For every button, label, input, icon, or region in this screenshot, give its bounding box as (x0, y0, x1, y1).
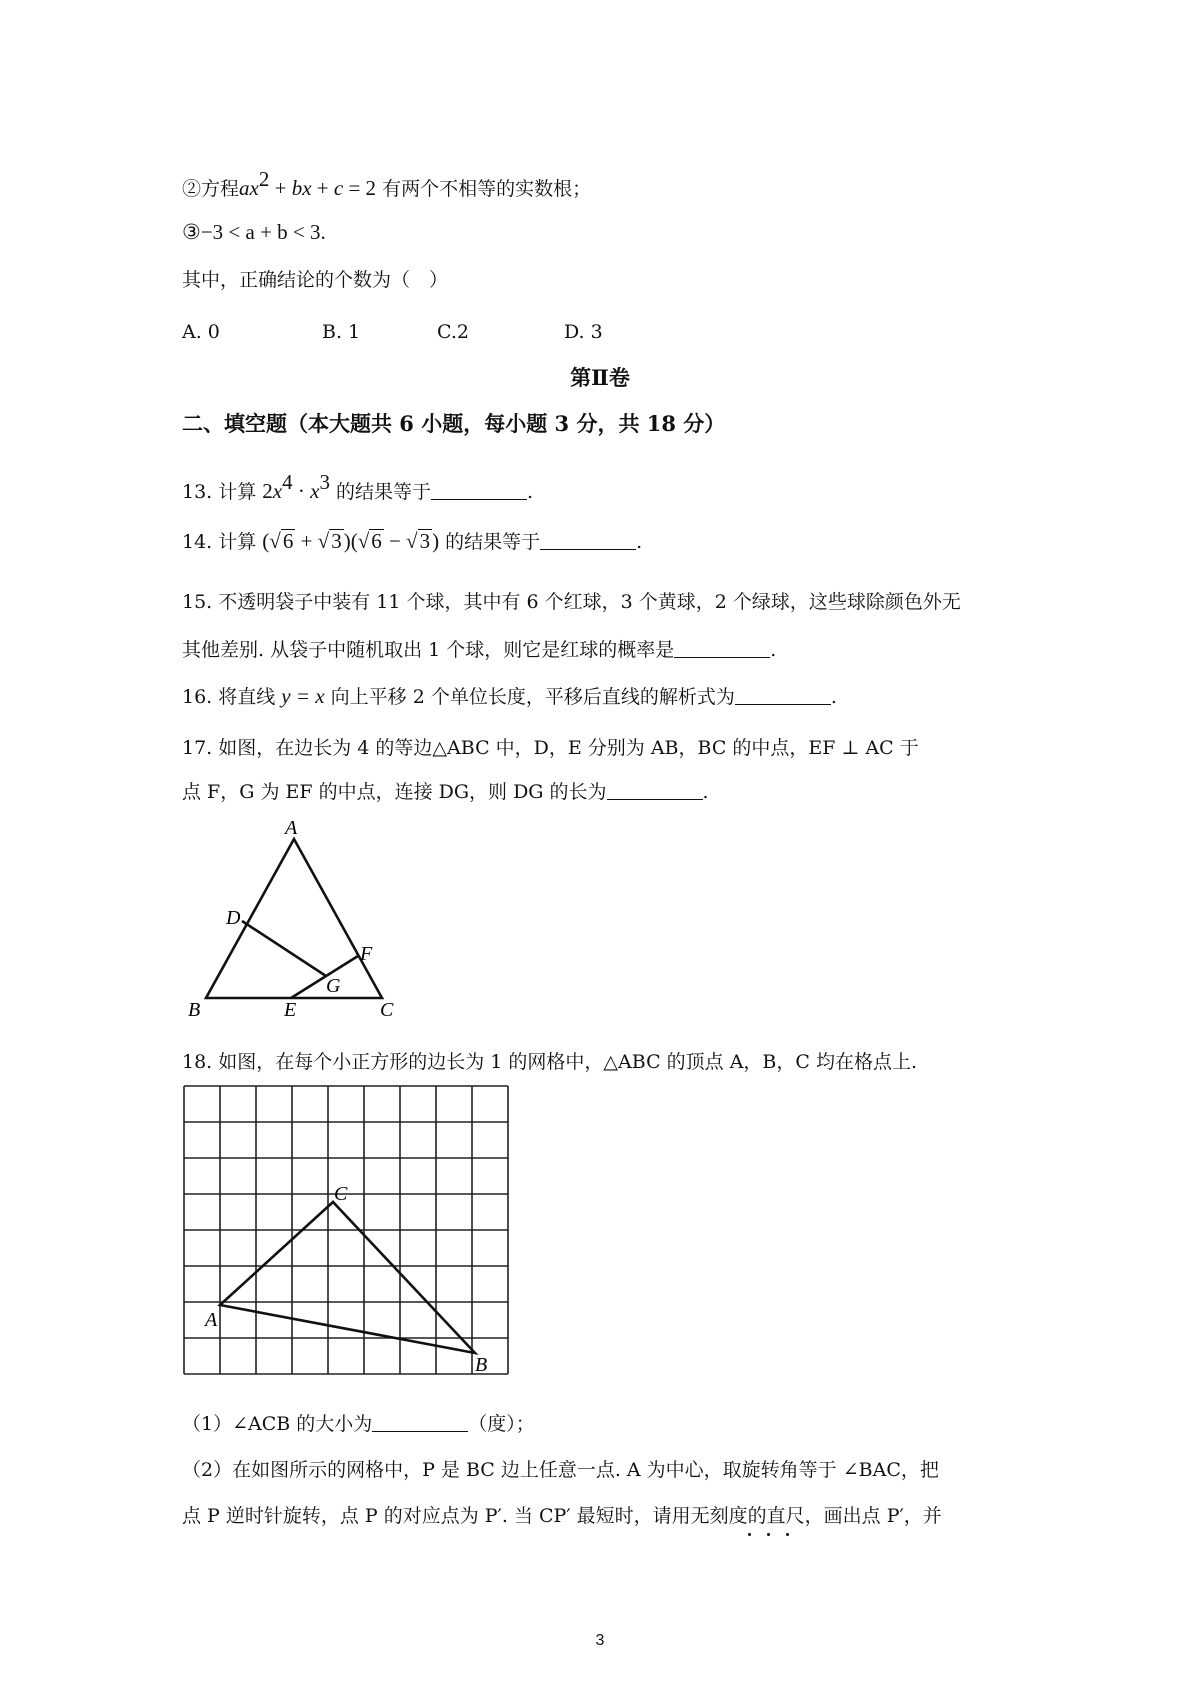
question-17-line1: 17. 如图，在边长为 4 的等边△ABC 中，D，E 分别为 AB，BC 的中点，EF ⊥ AC 于 (182, 737, 919, 759)
q15-line2-text: 其他差别. 从袋子中随机取出 1 个球，则它是红球的概率是 (182, 639, 675, 661)
q17-line2-text: 点 F，G 为 EF 的中点，连接 DG，则 DG 的长为 (182, 781, 607, 803)
label-b: B (188, 999, 201, 1020)
grid-label-c: C (334, 1183, 348, 1205)
statement-2-prefix: ②方程 (182, 178, 240, 200)
triangle-figure (180, 820, 400, 1020)
question-18-part2-line1: （2）在如图所示的网格中，P 是 BC 边上任意一点. A 为中心，取旋转角等于 ∠BAC，把 (182, 1459, 939, 1481)
label-c: C (380, 999, 394, 1020)
statement-3: ③−3 < a + b < 3. (182, 220, 326, 244)
question-15-line1: 15. 不透明袋子中装有 11 个球，其中有 6 个红球，3 个黄球，2 个绿球，这些球除颜色外无 (182, 591, 961, 613)
segment-dg (242, 921, 326, 976)
section-title: 二、填空题（本大题共 6 小题，每小题 3 分，共 18 分） (182, 411, 726, 436)
q18-1-suffix: （度）； (468, 1413, 535, 1435)
question-14: 14. 计算 (√6 + √3)(√6 − √3) 的结果等于 . (182, 529, 643, 553)
segment-ef (291, 956, 358, 998)
question-18-part1 (182, 1410, 535, 1438)
question-15-line2: 其他差别. 从袋子中随机取出 1 个球，则它是红球的概率是 . (182, 639, 777, 661)
q16-eq: y = x (281, 684, 325, 708)
page-number: 3 (595, 1632, 605, 1649)
answer-blank[interactable] (540, 529, 636, 550)
q14-suffix: 的结果等于 (439, 531, 541, 553)
grid-figure (180, 1082, 540, 1402)
q13-suffix: 的结果等于 (329, 481, 431, 503)
question-18-line1: 18. 如图，在每个小正方形的边长为 1 的网格中，△ABC 的顶点 A，B，C 均在格点上. (182, 1051, 917, 1073)
choice-d: D. 3 (564, 321, 603, 343)
choice-a: A. 0 (182, 321, 220, 343)
q16-suffix: 向上平移 2 个单位长度，平移后直线的解析式为 (324, 686, 735, 708)
statement-2-eq: = 2 (348, 176, 377, 200)
question-text: 其中，正确结论的个数为（ ） (182, 269, 449, 291)
emphasis-dot (748, 1533, 751, 1536)
choices (182, 318, 782, 346)
statement-2-suffix: 有两个不相等的实数根； (376, 178, 592, 200)
question-17-line2: 点 F，G 为 EF 的中点，连接 DG，则 DG 的长为 . (182, 781, 709, 803)
grid-label-a: A (205, 1309, 218, 1331)
answer-blank[interactable] (674, 637, 770, 658)
label-e: E (284, 999, 297, 1020)
label-d: D (226, 907, 241, 929)
statement-2: ②方程$ax^2$ + bx + c = 2 有两个不相等的实数根； (182, 167, 592, 200)
emphasis-dot (767, 1533, 770, 1536)
q18-1-prefix: （1）∠ACB 的大小为 (182, 1413, 373, 1435)
label-a: A (285, 820, 298, 839)
q14-prefix: 14. 计算 (182, 531, 263, 553)
label-f: F (360, 943, 373, 965)
part-title: 第Ⅱ卷 (570, 365, 630, 390)
answer-blank[interactable] (372, 1411, 468, 1432)
answer-blank[interactable] (431, 479, 527, 500)
emphasis-dot (786, 1533, 789, 1536)
choice-b: B. 1 (322, 321, 361, 343)
label-g: G (326, 975, 341, 997)
grid-label-b: B (475, 1354, 488, 1376)
choice-c: C.2 (437, 321, 469, 343)
answer-blank[interactable] (735, 684, 831, 705)
answer-blank[interactable] (607, 779, 703, 800)
grid-lines (184, 1086, 508, 1374)
question-18-part2-line2: 点 P 逆时针旋转，点 P 的对应点为 P′. 当 CP′ 最短时，请用无刻度的直尺，画出点 P′，并 (182, 1505, 942, 1527)
q16-prefix: 16. 将直线 (182, 686, 282, 708)
q13-prefix: 13. 计算 (182, 481, 263, 503)
question-13: 13. 计算 $2x^4 \cdot x^3$ 的结果等于 . (182, 470, 534, 503)
question-16: 16. 将直线 y = x 向上平移 2 个单位长度，平移后直线的解析式为 . (182, 684, 837, 708)
